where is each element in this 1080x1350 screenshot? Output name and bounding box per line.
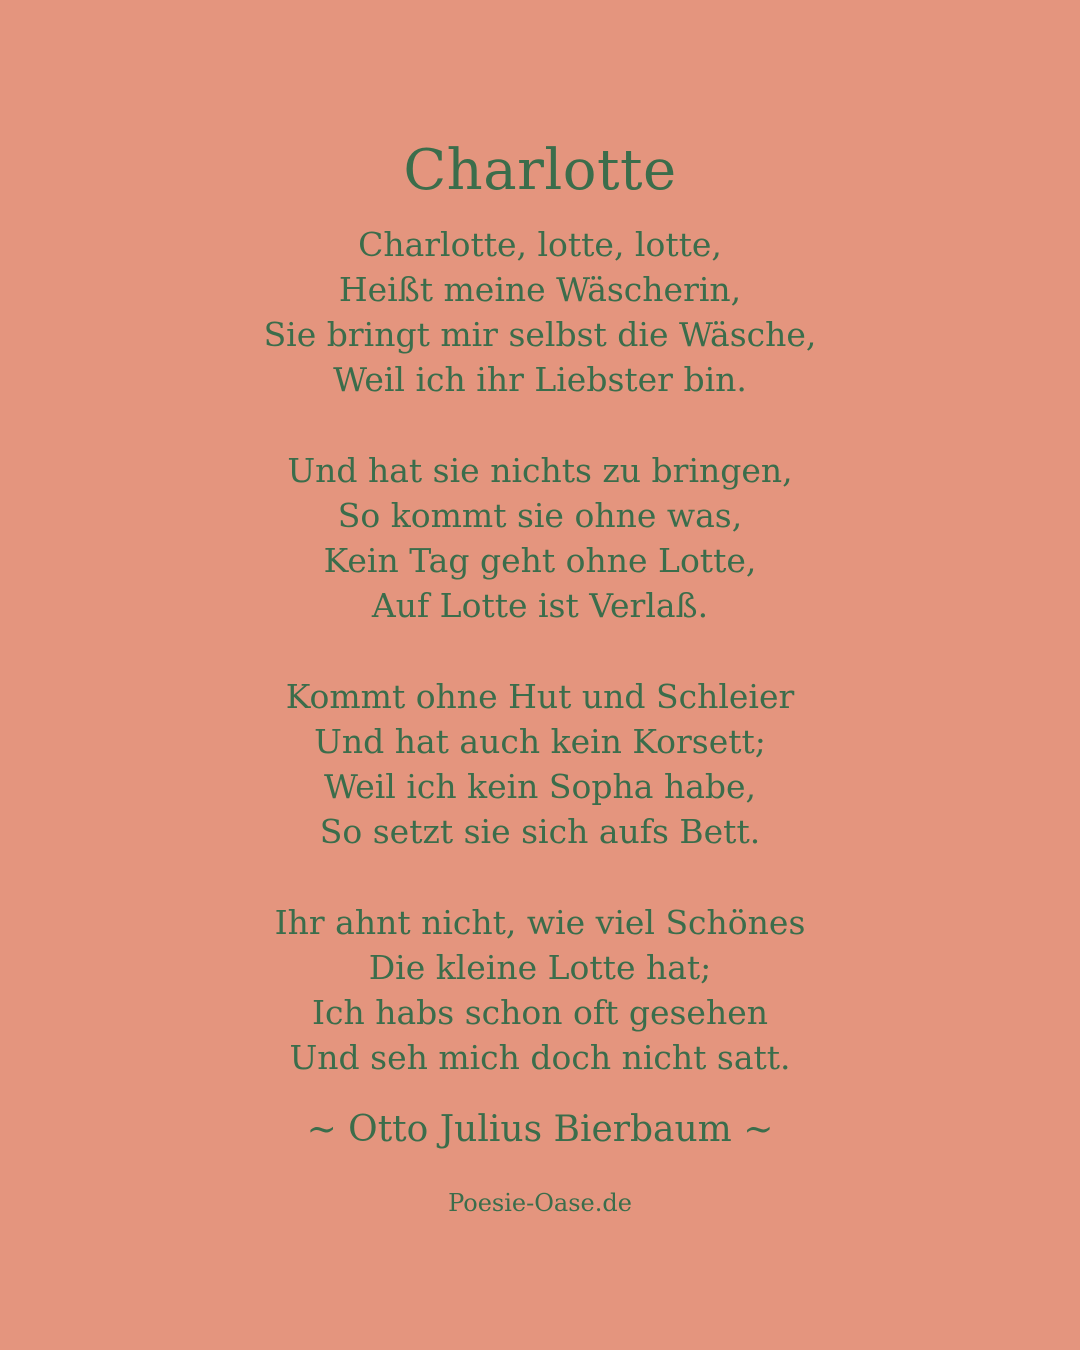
stanza-3 — [0, 674, 1080, 854]
poem-line: Ihr ahnt nicht, wie viel Schönes — [274, 903, 806, 942]
stanza-4 — [0, 900, 1080, 1080]
poem-line: Heißt meine Wäscherin, — [338, 270, 742, 309]
poem-title: Charlotte — [403, 138, 677, 203]
poem-line: Und hat sie nichts zu bringen, — [287, 451, 793, 490]
poem-line: Kommt ohne Hut und Schleier — [285, 677, 795, 716]
stanza-2 — [0, 448, 1080, 628]
poem-line: Sie bringt mir selbst die Wäsche, — [263, 315, 817, 354]
poem-line: Ich habs schon oft gesehen — [311, 993, 768, 1032]
poem-line: Die kleine Lotte hat; — [368, 948, 712, 987]
poem-line: Weil ich kein Sopha habe, — [323, 767, 757, 806]
poem-line: Und hat auch kein Korsett; — [314, 722, 766, 761]
poem-line: So kommt sie ohne was, — [337, 496, 743, 535]
poem-line: So setzt sie sich aufs Bett. — [319, 812, 761, 851]
poem-line: Auf Lotte ist Verlaß. — [371, 586, 709, 625]
poem-line: Und seh mich doch nicht satt. — [289, 1038, 791, 1077]
site-credit: Poesie-Oase.de — [448, 1189, 632, 1217]
poem-line: Charlotte, lotte, lotte, — [358, 225, 722, 264]
stanza-1 — [0, 222, 1080, 402]
poem-line: Weil ich ihr Liebster bin. — [333, 360, 747, 399]
poem-line: Kein Tag geht ohne Lotte, — [323, 541, 757, 580]
poem-author: ~ Otto Julius Bierbaum ~ — [306, 1109, 774, 1150]
poem-body — [0, 222, 1080, 1126]
